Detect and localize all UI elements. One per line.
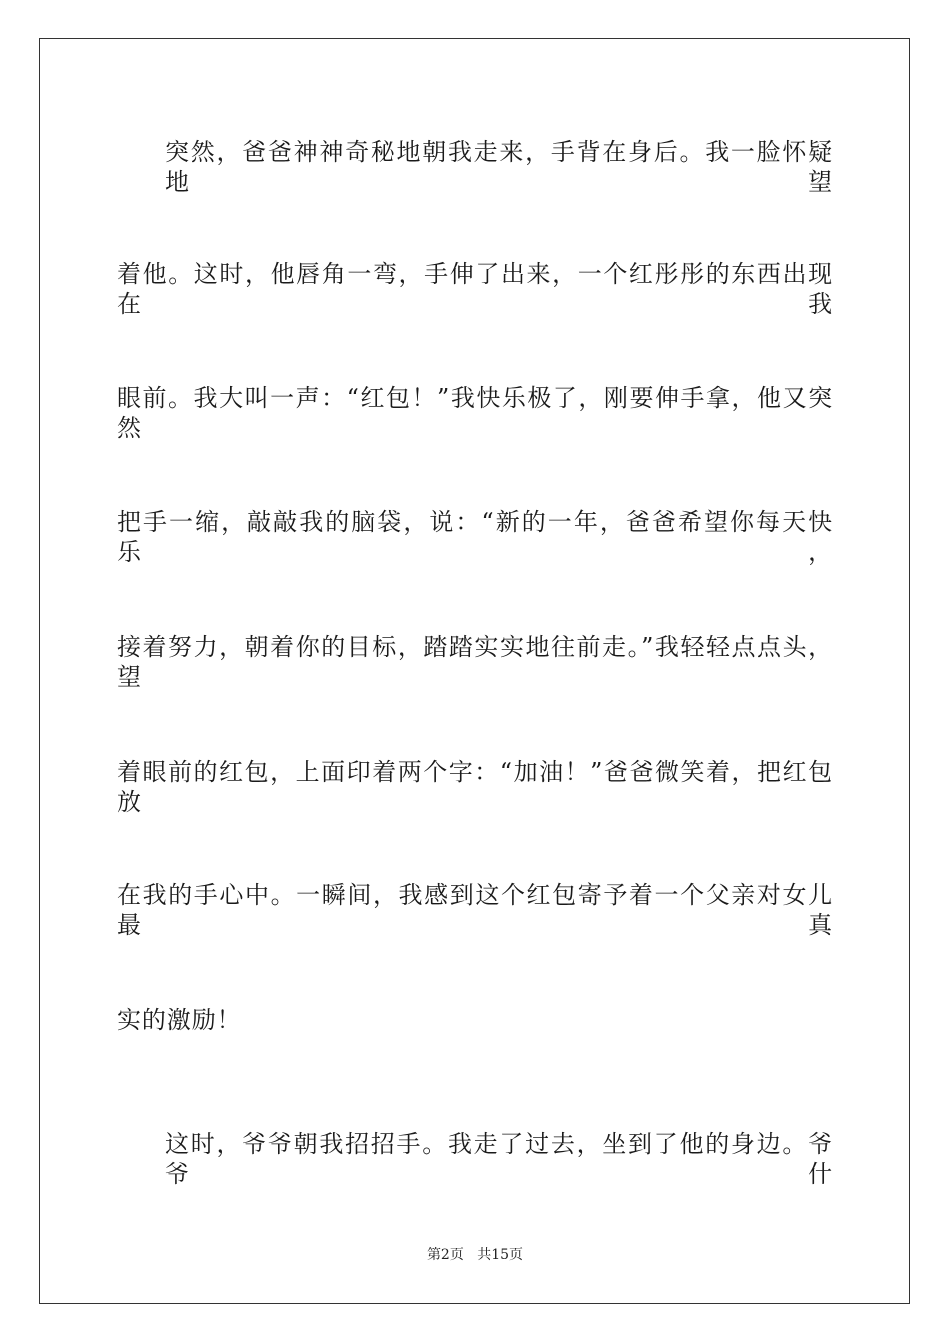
paragraph-1-line-5: 接着努力，朝着你的目标，踏踏实实地往前走。”我轻轻点点头，望: [117, 633, 833, 691]
paragraph-1-line-7: 在我的手心中。一瞬间，我感到这个红包寄予着一个父亲对女儿最真: [117, 881, 833, 939]
paragraph-1-line-1: 突然，爸爸神神奇秘地朝我走来，手背在身后。我一脸怀疑地望: [165, 138, 833, 196]
page-total: 共15页: [477, 1247, 524, 1263]
paragraph-1-line-8: 实的激励！: [117, 1006, 242, 1034]
paragraph-1-line-4: 把手一缩，敲敲我的脑袋，说：“新的一年，爸爸希望你每天快乐，: [117, 508, 833, 566]
paragraph-2-line-1: 这时，爷爷朝我招招手。我走了过去，坐到了他的身边。爷爷什: [165, 1130, 833, 1188]
page-footer: [0, 1246, 950, 1264]
paragraph-1-line-6: 着眼前的红包，上面印着两个字：“加油！”爸爸微笑着，把红包放: [117, 758, 833, 816]
paragraph-1-line-2: 着他。这时，他唇角一弯，手伸了出来，一个红彤彤的东西出现在我: [117, 260, 833, 318]
page-number: 第2页: [426, 1247, 464, 1263]
paragraph-1-line-3: 眼前。我大叫一声：“红包！”我快乐极了，刚要伸手拿，他又突然: [117, 384, 833, 442]
